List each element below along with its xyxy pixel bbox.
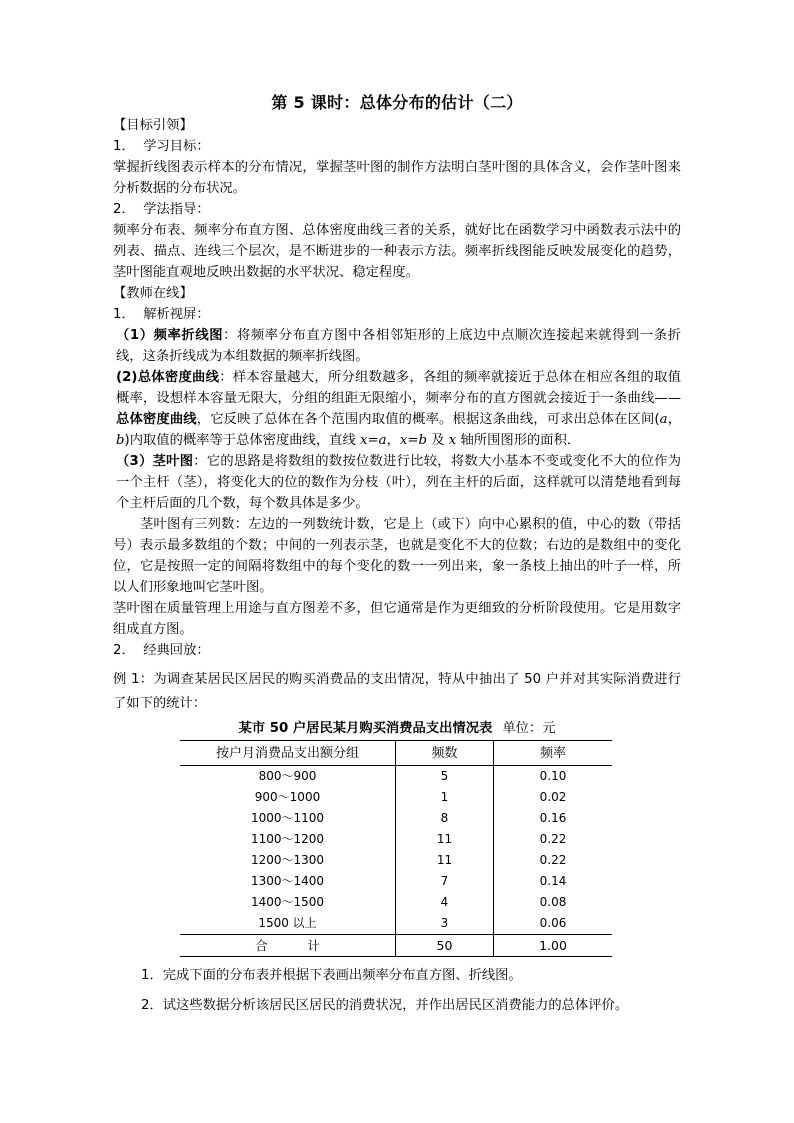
table-row [180,766,612,788]
cell-count: 5 [396,766,494,788]
cell-group: 900～1000 [180,787,396,808]
table-row [180,871,612,892]
paragraph-stem-leaf-usage: 茎叶图在质量管理上用途与直方图差不多，但它通常是作为更细致的分析阶段使用。它是用数字组成直方图。 [113,601,681,637]
term-density-curve-inline: 总体密度曲线 [116,412,197,427]
subheading-learning-goal: 1． 学习目标： [113,139,210,154]
subheading-classic-review: 2． 经典回放： [113,643,210,658]
study-guide-text: 频率分布表、频率分布直方图、总体密度曲线三者的关系，就好比在函数学习中函数表示法中的列表、描点、连线三个层次，是不断进步的一种表示方法。频率折线图能反映发展变化的趋势，茎叶图能直观地反映出数据的水平状况、稳定程度。 [113,223,681,280]
paragraph-density-curve [113,367,681,451]
var-b: b [116,433,125,448]
term-frequency-polyline: （1）频率折线图 [116,328,224,343]
section-header-goals: 【目标引领】 [113,118,193,133]
density-curve-text-b: ，它反映了总体在各个范围内取值的概率。根据这条曲线，可求出总体在区间( [196,412,660,427]
cell-group: 1200～1300 [180,850,396,871]
density-curve-text-c: )内取值的概率等于总体密度曲线，直线 [124,433,360,448]
density-curve-text-d: 轴所围图形的面积． [456,433,581,448]
section-header-teacher: 【教师在线】 [113,286,193,301]
table-unit: 单位：元 [502,721,556,736]
cell-frequency: 0.16 [539,811,567,825]
cell-group: 1500 以上 [180,913,396,935]
cell-frequency: 0.14 [539,874,567,888]
cell-group: 1100～1200 [180,829,396,850]
density-curve-text-a: ：样本容量越大，所分组数越多，各组的频率就接近于总体在相应各组的取值概率，设想样本容量无限大，分组的组距无限缩小，频率分布的直方图就会接近于一条曲线—— [116,370,682,406]
var-a: a [659,412,668,427]
cell-total-frequency: 1.00 [494,935,613,957]
cell-frequency: 0.08 [539,895,567,909]
cell-count: 7 [396,871,494,892]
cell-frequency: 0.06 [539,916,567,930]
header-count: 频数 [396,741,494,766]
subheading-study-guide: 2． 学法指导： [113,202,210,217]
table-row [180,892,612,913]
cell-frequency: 0.10 [539,769,567,783]
table-title-text: 某市 50 户居民某月购买消费品支出情况表 [238,721,493,736]
expense-table [180,740,612,957]
separator: ， [386,433,400,448]
cell-group: 1000～1100 [180,808,396,829]
cell-total-count: 50 [396,935,494,957]
equation-x-a: x=a [359,433,387,448]
cell-group: 1400～1500 [180,892,396,913]
cell-count: 4 [396,892,494,913]
frequency-polyline-text: ：将频率分布直方图中各相邻矩形的上底边中点顺次连接起来就得到一条折线，这条折线成为本组数据的频率折线图。 [116,328,681,364]
cell-count: 11 [396,829,494,850]
cell-frequency: 0.22 [539,853,567,867]
subheading-analysis: 1． 解析视屏： [113,307,210,322]
cell-group: 1300～1400 [180,871,396,892]
cell-total-label: 合 计 [180,935,396,957]
header-frequency: 频率 [494,741,613,766]
paragraph-stem-leaf-columns: 茎叶图有三列数：左边的一列数统计数，它是上（或下）向中心累积的值，中心的数（带括号）表示最多数组的个数；中间的一列表示茎，也就是变化不大的位数；右边的是数组中的变化位，它是按照一定的间隔将数组中的每个变化的数一一列出来，象一条枝上抽出的叶子一样，所以人们形象地叫它茎叶图。 [113,517,681,595]
cell-frequency: 0.22 [539,832,567,846]
learning-goal-text: 掌握折线图表示样本的分布情况，掌握茎叶图的制作方法明白茎叶图的具体含义，会作茎叶图来分析数据的分布状况。 [113,160,681,196]
term-density-curve: (2)总体密度曲线 [116,370,220,385]
question-1: 1．完成下面的分布表并根据下表画出频率分布直方图、折线图。 [141,968,522,983]
document-page [113,92,681,1019]
term-stem-leaf: （3）茎叶图 [116,454,194,469]
table-row [180,787,612,808]
and-word: 及 [427,433,449,448]
stem-leaf-text: ：它的思路是将数组的数按位数进行比较，将数大小基本不变或变化不大的位作为一个主杆（茎），将变化大的位的数作为分枝（叶），列在主杆的后面，这样就可以清楚地看到每个主杆后面的几个数，每个数具体是多少。 [116,454,682,511]
table-total-row [180,935,612,957]
equation-x-b: x=b [399,433,428,448]
table-row [180,829,612,850]
x-axis-var: x [448,433,457,448]
page-title: 第 5 课时：总体分布的估计（二） [271,93,523,112]
comma: ， [667,412,682,427]
paragraph-stem-leaf [113,451,681,514]
table-header-row [180,741,612,766]
table-row [180,850,612,871]
header-group: 按户月消费品支出额分组 [180,741,396,766]
cell-count: 11 [396,850,494,871]
table-row [180,808,612,829]
cell-count: 3 [396,913,494,935]
cell-frequency: 0.02 [539,790,567,804]
table-title [113,718,681,740]
question-2: 2．试这些数据分析该居民区居民的消费状况，并作出居民区消费能力的总体评价。 [141,998,629,1013]
cell-count: 1 [396,787,494,808]
cell-count: 8 [396,808,494,829]
example-text: 例 1：为调查某居民区居民的购买消费品的支出情况，特从中抽出了 50 户并对其实际消费进行了如下的统计： [113,672,681,711]
cell-group: 800～900 [180,766,396,788]
table-row [180,913,612,935]
paragraph-frequency-polyline [113,325,681,367]
